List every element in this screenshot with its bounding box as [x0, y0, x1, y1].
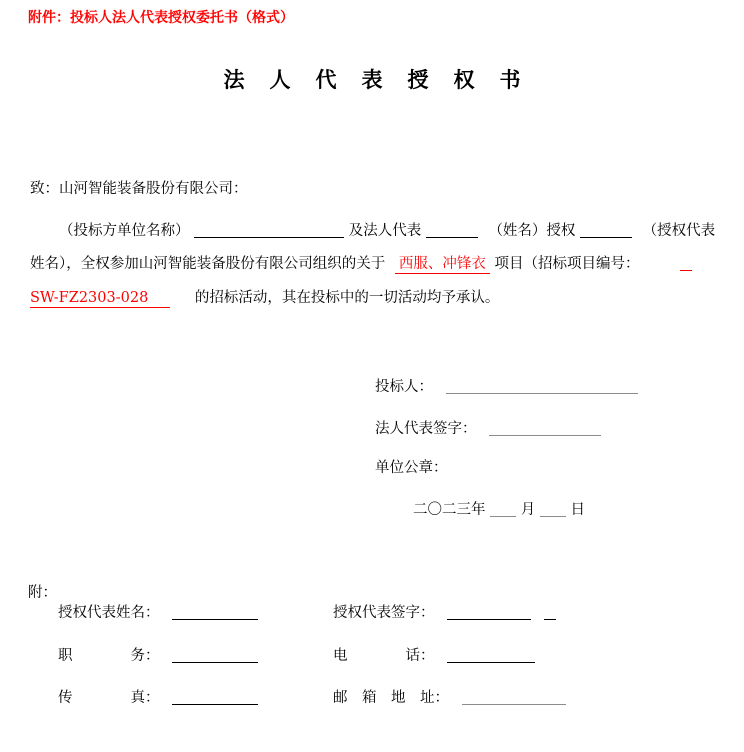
authorized-rep-paren-text: （授权代表	[642, 223, 716, 239]
company-seal-line	[375, 456, 448, 477]
date-month-blank	[490, 502, 516, 517]
rep-signature-label: 授权代表签字：	[333, 605, 435, 621]
acknowledgement-text: 的招标活动，其在投标中的一切活动均予承认。	[194, 290, 500, 306]
date-line	[413, 498, 585, 519]
body-paragraph-line-3	[30, 286, 499, 307]
company-seal-label: 单位公章：	[375, 460, 448, 476]
attachment-note: 附件：投标人法人代表授权委托书（格式）	[28, 10, 294, 26]
appendix-rep-name-line	[58, 601, 258, 622]
legal-rep-lead-text: 及法人代表	[348, 223, 422, 239]
appendix-rep-signature-line	[333, 601, 556, 622]
appendix-phone-line	[333, 644, 535, 665]
rep-signature-short-blank	[544, 605, 556, 620]
phone-blank	[447, 648, 535, 663]
bidder-label: 投标人：	[375, 379, 433, 395]
bidder-signature-blank	[446, 379, 638, 394]
legal-rep-name-blank	[426, 223, 478, 238]
project-name-highlight: 西服、冲锋衣	[395, 256, 490, 274]
project-code-highlight: SW-FZ2303-028	[30, 290, 170, 308]
rep-name-blank	[172, 605, 258, 620]
authorize-text: （姓名）授权	[488, 223, 576, 239]
bidder-unit-name-label: （投标方单位名称）	[59, 223, 190, 239]
body-paragraph-line-2	[30, 252, 692, 273]
bidder-signature-line	[375, 375, 638, 396]
participation-text: 姓名），全权参加山河智能装备股份有限公司组织的关于	[30, 256, 386, 272]
appendix-heading: 附：	[28, 585, 57, 601]
salutation-line: 致：山河智能装备股份有限公司：	[30, 181, 248, 197]
fax-label: 传 真：	[58, 690, 160, 706]
appendix-email-line	[333, 686, 566, 707]
date-year-text: 二〇二三年	[413, 502, 486, 518]
rep-signature-blank	[447, 605, 531, 620]
legal-rep-signature-label: 法人代表签字：	[375, 421, 477, 437]
date-month-text: 月	[520, 502, 536, 518]
project-number-label: 项目（招标项目编号：	[494, 256, 640, 272]
date-day-blank	[540, 502, 566, 517]
phone-label: 电 话：	[333, 648, 435, 664]
email-label: 邮 箱 地 址：	[333, 690, 449, 706]
bidder-unit-name-blank	[194, 223, 344, 238]
date-day-text: 日	[570, 502, 585, 518]
fax-blank	[172, 690, 258, 705]
project-code-lead-blank	[680, 256, 692, 271]
appendix-position-line	[58, 644, 258, 665]
email-blank	[462, 690, 566, 705]
document-title-text: 法人代表授权书	[223, 67, 546, 92]
document-title	[0, 64, 744, 94]
authorized-rep-name-blank	[580, 223, 632, 238]
position-blank	[172, 648, 258, 663]
body-paragraph-line-1	[30, 219, 715, 240]
rep-name-label: 授权代表姓名：	[58, 605, 160, 621]
position-label: 职 务：	[58, 648, 160, 664]
legal-rep-signature-line	[375, 417, 601, 438]
appendix-fax-line	[58, 686, 258, 707]
legal-rep-signature-blank	[489, 421, 601, 436]
